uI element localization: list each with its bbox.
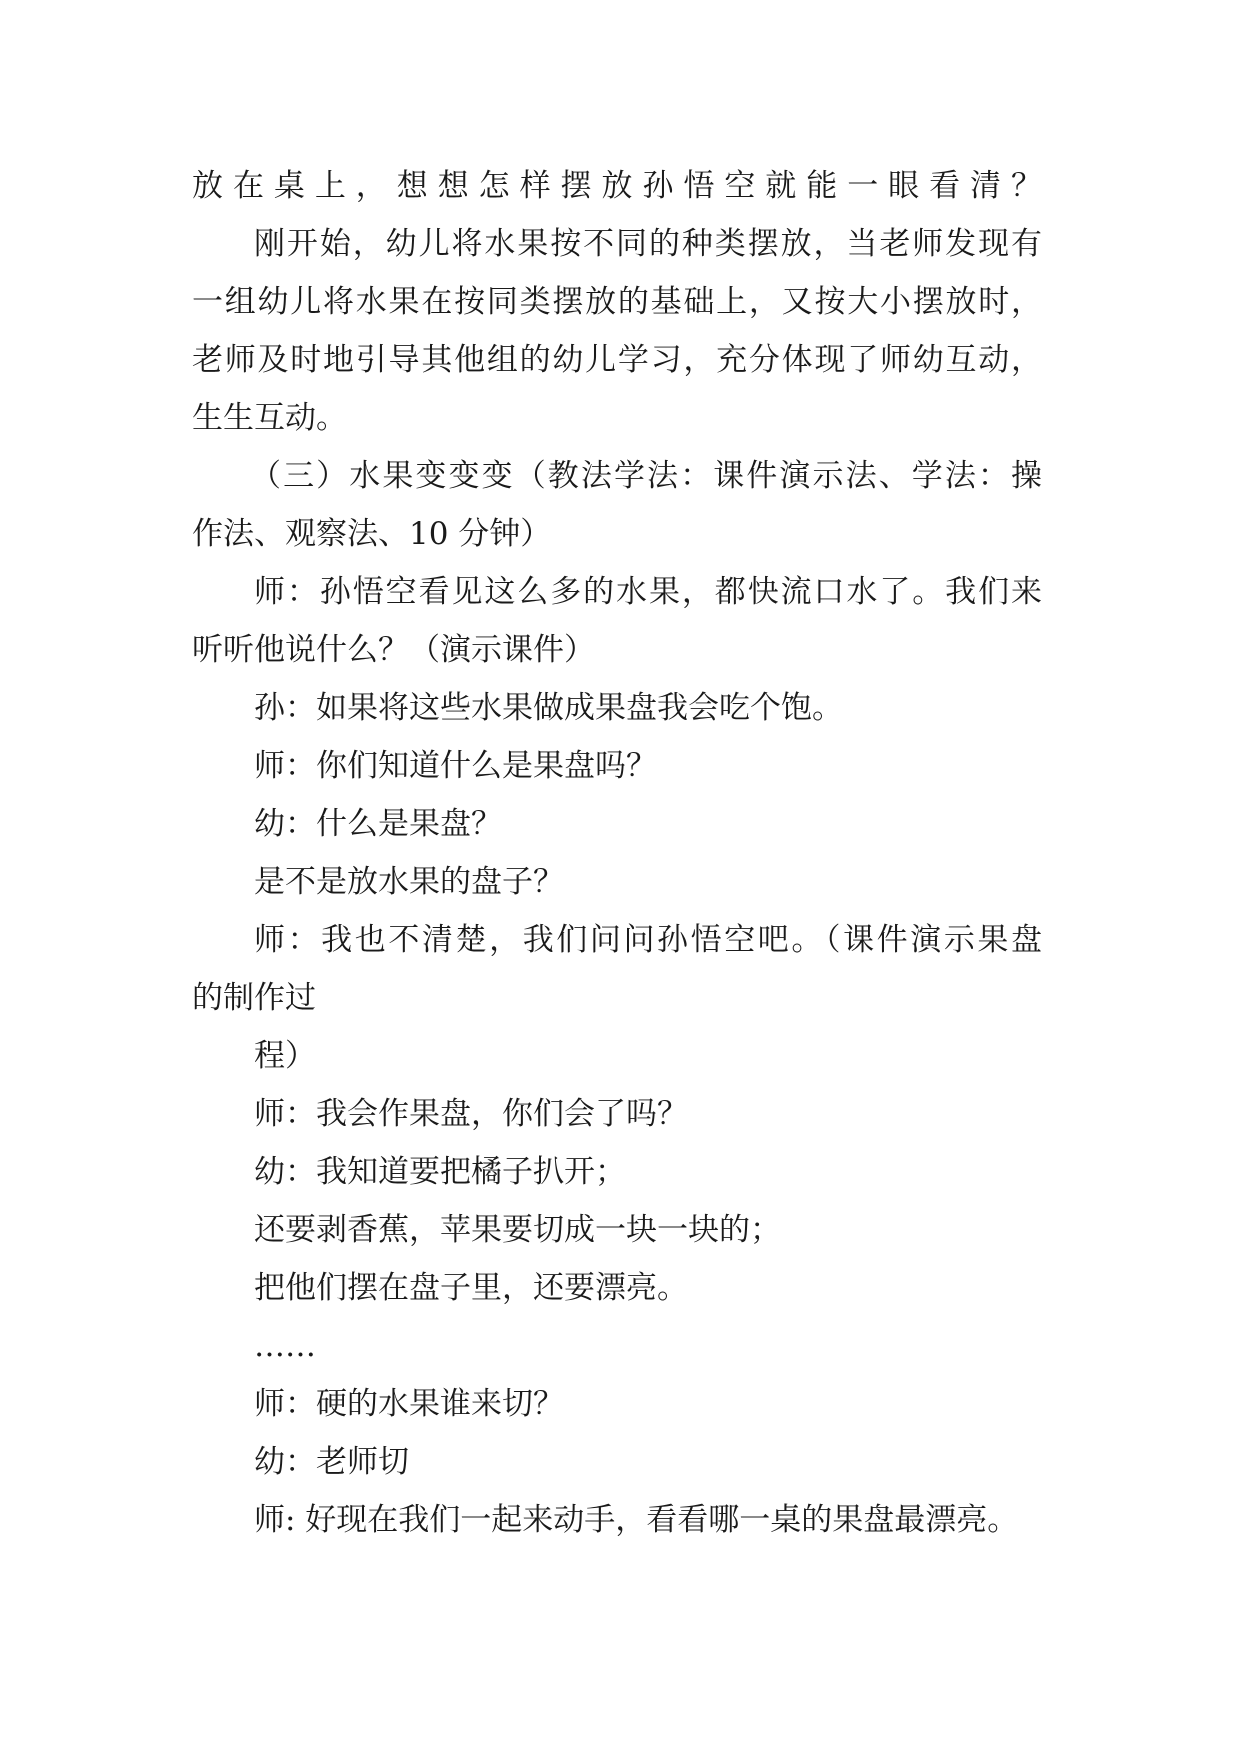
text-line: （三）水果变变变（教法学法：课件演示法、学法：操 [250, 458, 1042, 494]
text-line: 生生互动。 [192, 400, 347, 436]
text-line: 是不是放水果的盘子？ [254, 864, 564, 900]
text-line: 刚开始，幼儿将水果按不同的种类摆放，当老师发现有 [254, 226, 1042, 262]
text-line: 孙：如果将这些水果做成果盘我会吃个饱。 [254, 690, 843, 726]
text-line: 老师及时地引导其他组的幼儿学习，充分体现了师幼互动， [192, 342, 1042, 378]
text-line: 师：我会作果盘，你们会了吗？ [254, 1096, 688, 1132]
text-line: 作法、观察法、10 分钟） [192, 516, 552, 552]
text-line: …… [254, 1328, 316, 1364]
text-line: 的制作过 [192, 980, 316, 1016]
text-line: 听听他说什么？（演示课件） [192, 632, 595, 668]
text-line: 幼：什么是果盘？ [254, 806, 502, 842]
text-line: 还要剥香蕉，苹果要切成一块一块的； [254, 1212, 781, 1248]
text-line: 放在桌上，想想怎样摆放孙悟空就能一眼看清？ [192, 168, 1042, 204]
text-line: 师：我也不清楚，我们问问孙悟空吧。（课件演示果盘 [254, 922, 1042, 958]
text-line: 师：硬的水果谁来切？ [254, 1386, 564, 1422]
text-line: 师: 好现在我们一起来动手，看看哪一桌的果盘最漂亮。 [254, 1502, 1019, 1538]
text-line: 一组幼儿将水果在按同类摆放的基础上，又按大小摆放时， [192, 284, 1042, 320]
text-line: 师：你们知道什么是果盘吗？ [254, 748, 657, 784]
text-line: 幼：老师切 [254, 1444, 409, 1480]
text-line: 幼：我知道要把橘子扒开； [254, 1154, 626, 1190]
text-line: 程） [254, 1038, 316, 1074]
text-line: 师：孙悟空看见这么多的水果，都快流口水了。我们来 [254, 574, 1042, 610]
text-line: 把他们摆在盘子里，还要漂亮。 [254, 1270, 688, 1306]
